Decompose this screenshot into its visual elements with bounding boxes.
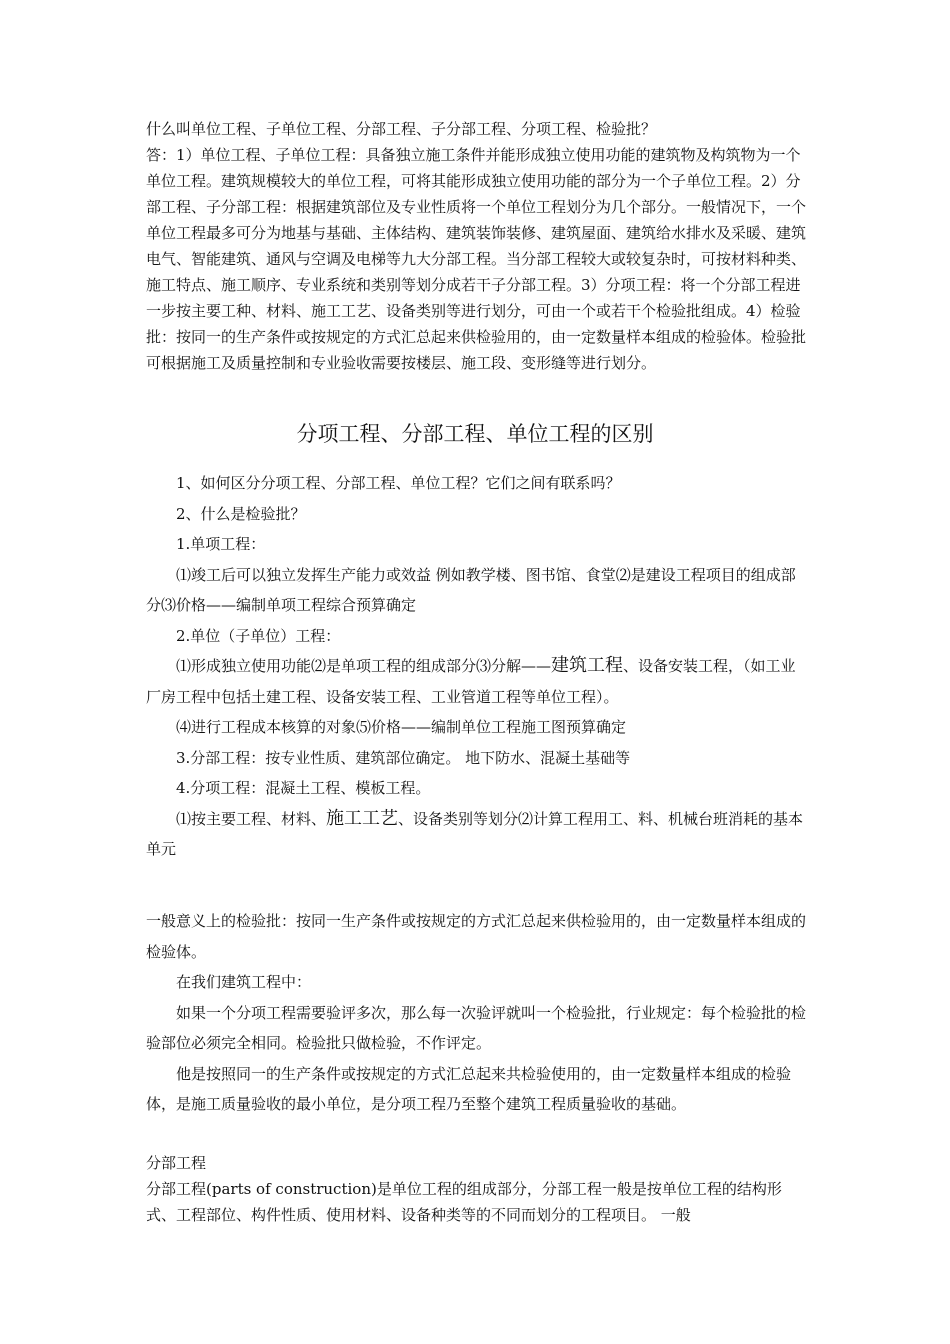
division-paragraph: 分部工程(parts of construction)是单位工程的组成部分，分部工程一般是按单位工程的结构形式、工程部位、构件性质、使用材料、设备种类等的不同而划分的工程项目。 一般	[146, 1180, 782, 1224]
text-run: ⑴按主要工程、材料、	[176, 809, 327, 828]
emphasized-term: 施工工艺	[326, 807, 399, 829]
heading-division-project: 3.分部工程：按专业性质、建筑部位确定。 地下防水、混凝土基础等	[176, 748, 631, 767]
division-heading: 分部工程	[146, 1154, 207, 1172]
heading-subitem-project: 4.分项工程：混凝土工程、模板工程。	[176, 779, 431, 797]
answer-text: 答：1）单位工程、子单位工程：具备独立施工条件并能形成独立使用功能的建筑物及构筑物为一个单位工程。建筑规模较大的单位工程，可将其能形成独立使用功能的部分为一个子单位工程。2）分部工程、子分部工程：根据建筑部位及专业性质将一个单位工程划分为几个部分。一般情况下，一个单位工程最多可分为地基与基础、主体结构、建筑装饰装修、建筑屋面、建筑给水排水及采暖、建筑电气、智能建筑、通风与空调及电梯等九大分部工程。当分部工程较大或较复杂时，可按材料种类、施工特点、施工顺序、专业系统和类别等划分成若干子分部工程。3）分项工程：将一个分部工程进一步按主要工种、材料、施工工艺、设备类别等进行划分，可由一个或若干个检验批组成。4）检验批：按同一的生产条件或按规定的方式汇总起来供检验用的，由一定数量样本组成的检验体。检验批可根据施工及质量控制和专业验收需要按楼层、施工段、变形缝等进行划分。	[146, 146, 807, 372]
emphasized-term: 建筑工程	[551, 655, 624, 676]
difference-section	[146, 468, 808, 865]
inspection-lot-paragraph: 他是按照同一的生产条件或按规定的方式汇总起来共检验使用的，由一定数量样本组成的检验体，是施工质量验收的最小单位，是分项工程乃至整个建筑工程质量验收的基础。	[146, 1064, 792, 1113]
inspection-lot-intro: 在我们建筑工程中：	[176, 973, 312, 991]
heading-single-project: 1.单项工程：	[176, 535, 266, 553]
section-title: 分项工程、分部工程、单位工程的区别	[296, 422, 654, 446]
paragraph-single-project: ⑴竣工后可以独立发挥生产能力或效益 例如教学楼、图书馆、食堂⑵是建设工程项目的组成部分⑶价格——编制单项工程综合预算确定	[146, 565, 796, 614]
qa-section	[146, 116, 808, 376]
division-project-section	[146, 1150, 808, 1228]
inspection-lot-paragraph: 如果一个分项工程需要验评多次，那么每一次验评就叫一个检验批，行业规定：每个检验批的检验部位必须完全相同。检验批只做检验，不作评定。	[146, 1003, 807, 1052]
question-2: 2、什么是检验批？	[176, 504, 306, 523]
text-run: 、设备安装工程，（如工业厂房工程中包括土建工程、设备安装工程、工业管道工程等单位工程）。	[146, 657, 796, 706]
question-text: 什么叫单位工程、子单位工程、分部工程、子分部工程、分项工程、检验批？	[146, 120, 657, 138]
paragraph-subitem-project	[146, 804, 808, 865]
text-run: ⑴形成独立使用功能⑵是单项工程的组成部分⑶分解——	[176, 657, 552, 675]
paragraph-unit-project	[146, 651, 808, 712]
text-run: 、设备类别等划分⑵计算工程用工、料、机械台班消耗的基本单元	[146, 809, 804, 858]
paragraph-unit-project-cost: ⑷进行工程成本核算的对象⑸价格——编制单位工程施工图预算确定	[176, 718, 627, 736]
heading-unit-project: 2.单位（子单位）工程：	[176, 626, 341, 645]
inspection-lot-section	[146, 906, 808, 1120]
question-1: 1、如何区分分项工程、分部工程、单位工程？它们之间有联系吗？	[176, 474, 621, 492]
inspection-lot-definition: 一般意义上的检验批：按同一生产条件或按规定的方式汇总起来供检验用的，由一定数量样本组成的检验体。	[146, 912, 807, 961]
